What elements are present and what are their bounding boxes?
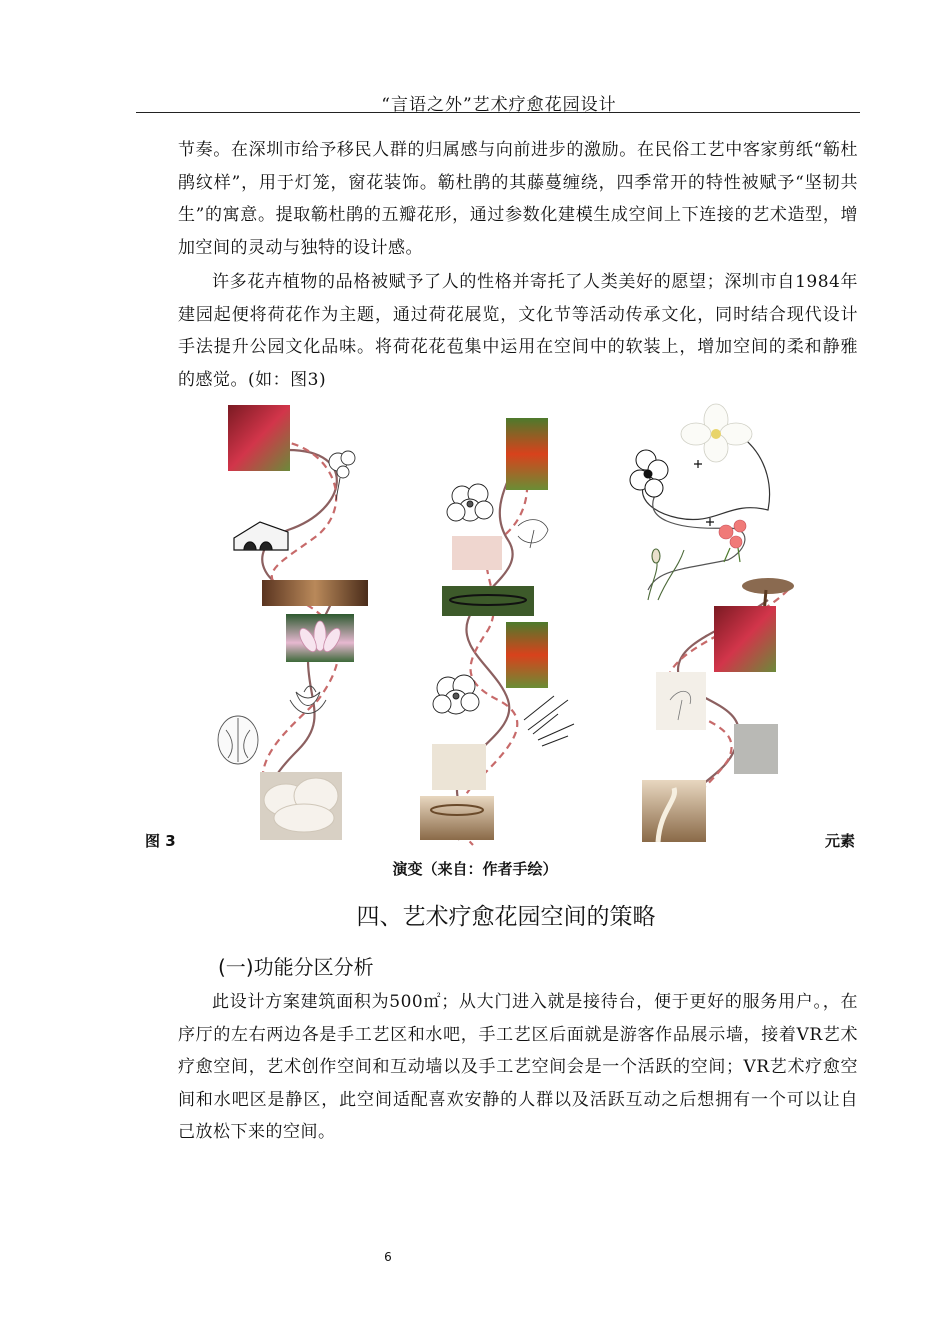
subsection-heading: (一)功能分区分析 [218,955,374,979]
plus-marker-icon [694,460,714,526]
interior-ring-photo [420,796,494,840]
hibiscus-sketch-icon [447,484,493,521]
evolution-column-3 [630,404,794,842]
hibiscus-sketch-icon-2 [433,675,479,714]
bougainvillea-photo [228,405,290,471]
evolution-column-2 [420,418,574,845]
figure-3-element-evolution [208,400,794,848]
figure-caption-source: 演变（来自：作者手绘） [392,860,558,878]
wooden-ceiling-photo [262,580,368,606]
bougainvillea-photo-2 [714,606,776,672]
pink-flower-icon [719,520,746,562]
gray-texture-photo [734,724,778,774]
bud-stem-sketch-icon [648,549,684,600]
lotus-bud-sketch-icon [218,716,258,764]
figure-caption-label: 图 3 [145,832,176,850]
header-rule [136,112,860,113]
paragraph-3: 此设计方案建筑面积为500㎡；从大门进入就是接待台，便于更好的服务用户。，在序厅的左右两边各是手工艺区和水吧，手工艺区后面就是游客作品展示墙，接着VR艺术疗愈空间，艺术创作空间和互动墙以及手工艺空间会是一个活跃的空间；VR艺术疗愈空间和水吧区是静区，此空间适配喜欢安静的人群以及活跃互动之后想拥有一个可以让自己放松下来的空间。 [178,992,858,1142]
figure-caption-title: 元素 [824,832,855,850]
running-header: “言语之外”艺术疗愈花园设计 [381,95,617,115]
pattern-tile-photo [432,744,486,790]
hanging-planter-photo [442,586,534,616]
page-number: 6 [384,1250,392,1264]
leaf-sketch-icon [524,696,574,746]
flower-pencil-sketch [656,672,706,730]
paragraph-1: 节奏。在深圳市给予移民人群的归属感与向前进步的激励。在民俗工艺中客家剪纸“簕杜鹃纹样”，用于灯笼，窗花装饰。簕杜鹃的其藤蔓缠绕，四季常开的特性被赋予“坚韧共生”的寓意。提取簕杜鹃的五瓣花形，通过参数化建模生成空间上下连接的艺术造型，增加空间的灵动与独特的设计感。 [178,140,858,258]
pavilion-sketch-icon [234,522,288,550]
sketch-flower-icon [329,451,355,500]
evolution-column-1 [218,405,368,840]
pink-sketch-photo [452,536,502,570]
ink-blossom-sketch-icon [630,450,668,497]
white-flower-icon [681,404,752,462]
flower-line-sketch-icon [518,520,548,548]
section-heading: 四、艺术疗愈花园空间的策略 [356,904,656,930]
paragraph-2: 许多花卉植物的品格被赋予了人的性格并寄托了人类美好的愿望；深圳市自1984年建园起便将荷花作为主题，通过荷花展览，文化节等活动传承文化，同时结合现代设计手法提升公园文化品味。将荷花花苞集中运用在空间中的软装上，增加空间的柔和静雅的感觉。(如：图3) [178,272,858,390]
orange-flower-photo-2 [506,622,548,688]
orange-flower-photo-1 [506,418,548,490]
